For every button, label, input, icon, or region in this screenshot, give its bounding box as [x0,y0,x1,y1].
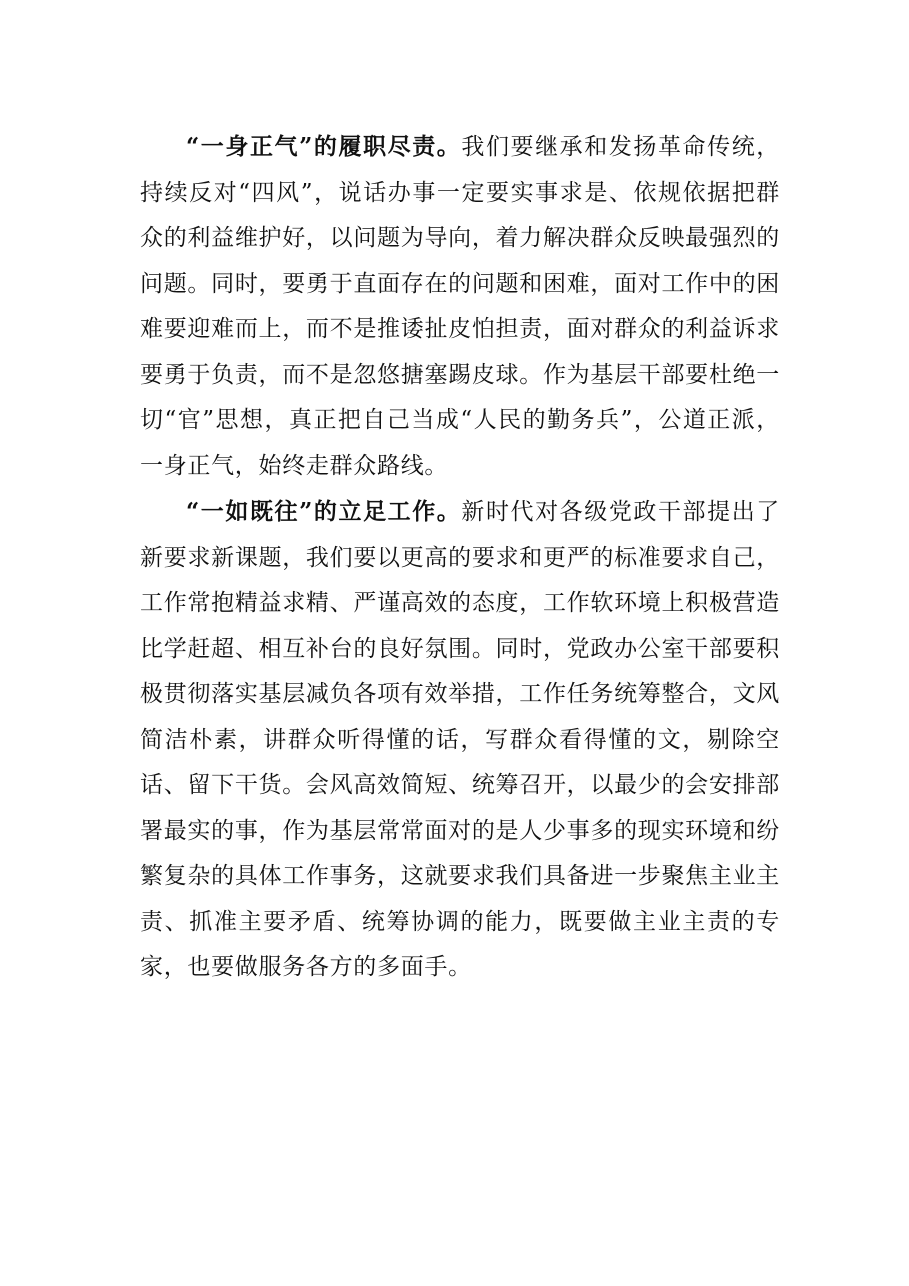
document-body [140,124,780,991]
paragraph-2 [140,489,780,991]
paragraph-1 [140,124,780,489]
paragraph-1-heading: “一身正气”的履职尽责。 [186,133,462,160]
paragraph-2-text: 新时代对各级党政干部提出了新要求新课题，我们要以更高的要求和更严的标准要求自己，工作常抱精益求精、严谨高效的态度，工作软环境上积极营造比学赶超、相互补台的良好氛围。同时，党政办公室干部要积极贯彻落实基层减负各项有效举措，工作任务统筹整合，文风简洁朴素，讲群众听得懂的话，写群众看得懂的文，剔除空话、留下干货。会风高效简短、统筹召开，以最少的会安排部署最实的事，作为基层常常面对的是人少事多的现实环境和纷繁复杂的具体工作事务，这就要求我们具备进一步聚焦主业主责、抓准主要矛盾、统筹协调的能力，既要做主业主责的专家，也要做服务各方的多面手。 [140,499,780,980]
paragraph-2-heading: “一如既往”的立足工作。 [186,498,462,525]
paragraph-1-text: 我们要继承和发扬革命传统，持续反对“四风”，说话办事一定要实事求是、依规依据把群众的利益维护好，以问题为导向，着力解决群众反映最强烈的问题。同时，要勇于直面存在的问题和困难，面对工作中的困难要迎难而上，而不是推诿扯皮怕担责，面对群众的利益诉求要勇于负责，而不是忽悠搪塞踢皮球。作为基层干部要杜绝一切“官”思想，真正把自己当成“人民的勤务兵”，公道正派，一身正气，始终走群众路线。 [140,134,780,479]
